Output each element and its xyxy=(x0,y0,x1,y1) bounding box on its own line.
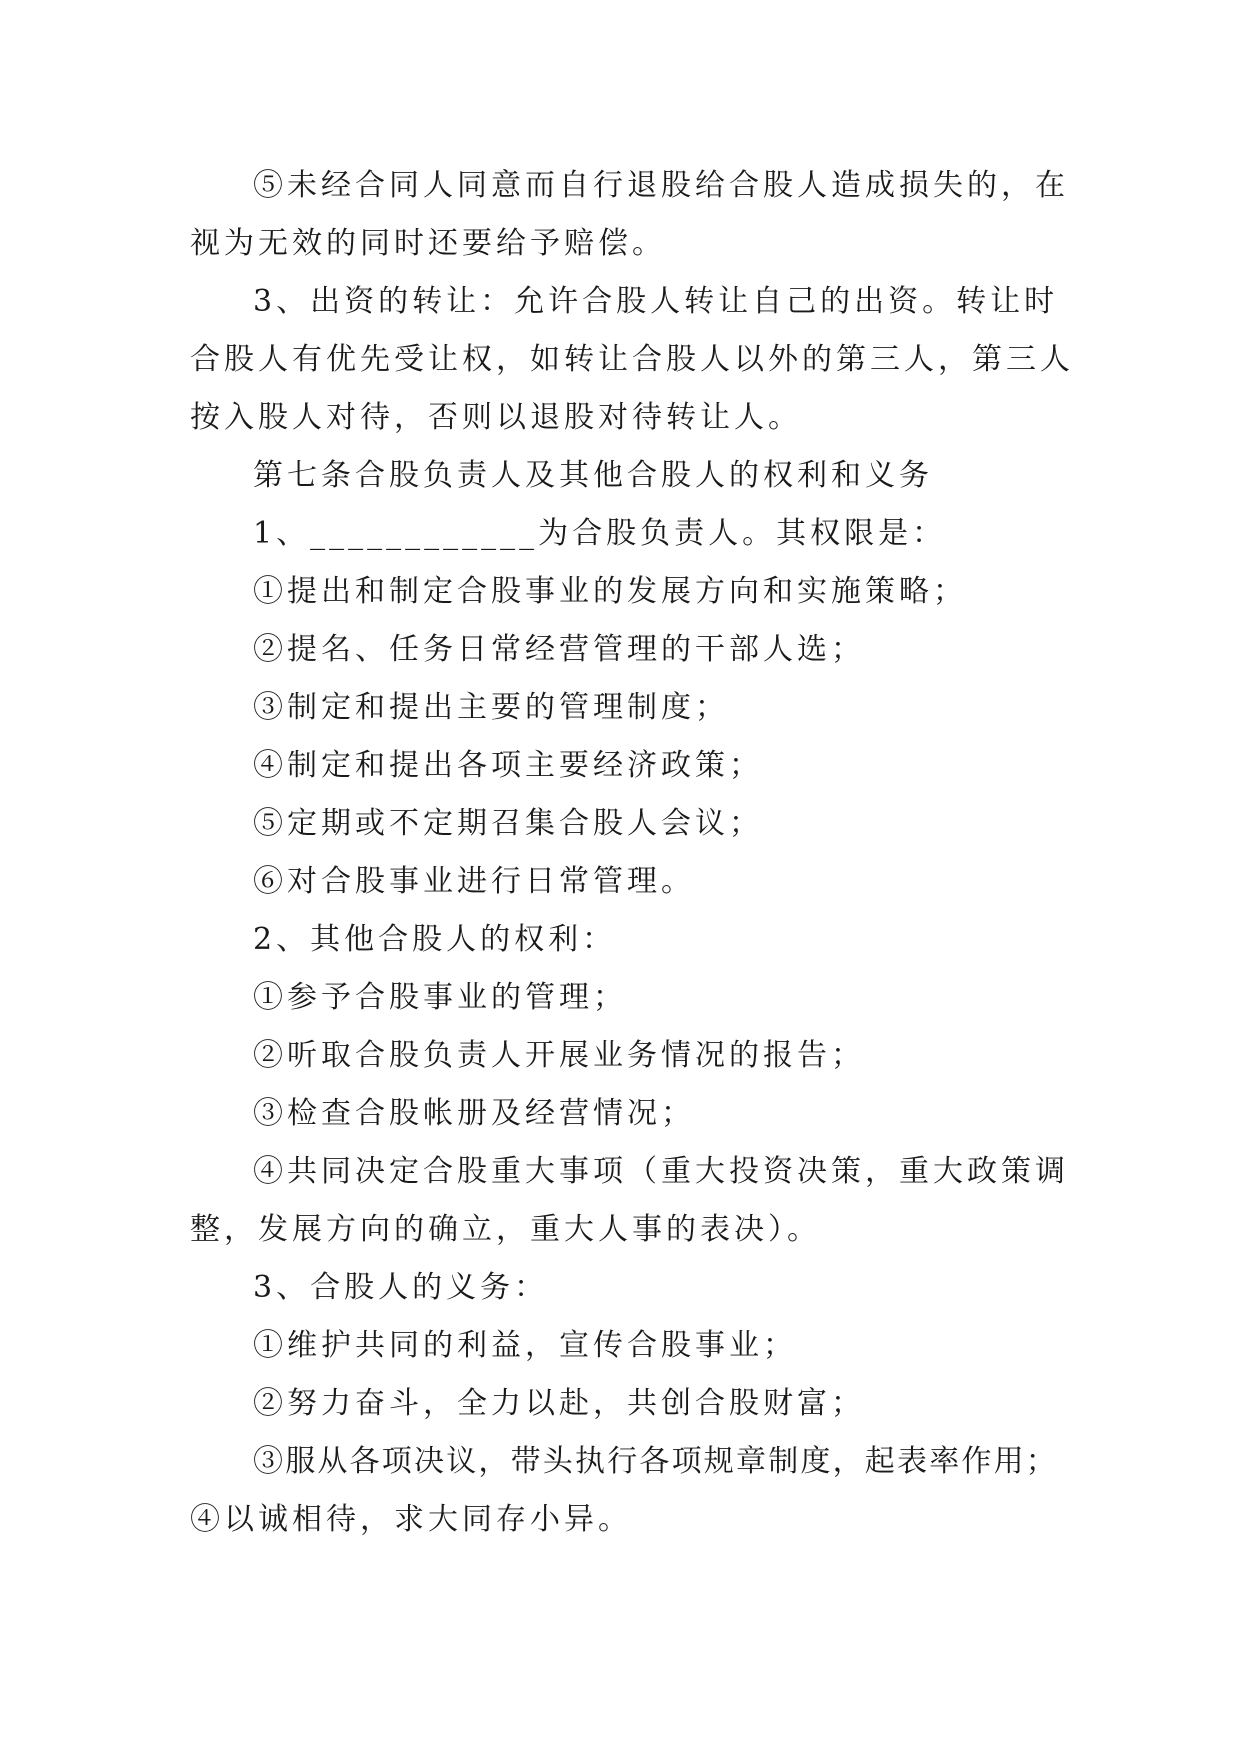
list-item: ②努力奋斗，全力以赴，共创合股财富； xyxy=(253,1386,865,1421)
list-item: ⑤定期或不定期召集合股人会议； xyxy=(253,806,763,841)
list-item: ④以诚相待，求大同存小异。 xyxy=(190,1502,632,1537)
list-item: ③检查合股帐册及经营情况； xyxy=(253,1096,695,1131)
list-item: ④共同决定合股重大事项（重大投资决策，重大政策调 xyxy=(253,1154,1069,1189)
list-item: ①参予合股事业的管理； xyxy=(253,980,627,1015)
list-item: ③制定和提出主要的管理制度； xyxy=(253,690,729,725)
paragraph-line: ⑤未经合同人同意而自行退股给合股人造成损失的，在 xyxy=(253,168,1069,203)
list-item: ④制定和提出各项主要经济政策； xyxy=(253,748,763,783)
list-item: ⑥对合股事业进行日常管理。 xyxy=(253,864,695,899)
paragraph-line: 1、____________为合股负责人。其权限是： xyxy=(253,516,947,551)
list-item: ②听取合股负责人开展业务情况的报告； xyxy=(253,1038,865,1073)
paragraph-line: 3、合股人的义务： xyxy=(253,1270,549,1305)
list-item: ①维护共同的利益，宣传合股事业； xyxy=(253,1328,797,1363)
paragraph-line: 2、其他合股人的权利： xyxy=(253,922,617,957)
list-item-continuation: 整，发展方向的确立，重大人事的表决）。 xyxy=(190,1212,821,1247)
list-item: ①提出和制定合股事业的发展方向和实施策略； xyxy=(253,574,967,609)
list-item: ②提名、任务日常经营管理的干部人选； xyxy=(253,632,865,667)
paragraph-line: 按入股人对待，否则以退股对待转让人。 xyxy=(190,400,802,435)
paragraph-line: 3、出资的转让：允许合股人转让自己的出资。转让时 xyxy=(253,284,1059,319)
paragraph-line: 合股人有优先受让权，如转让合股人以外的第三人，第三人 xyxy=(190,342,1074,377)
paragraph-line: 视为无效的同时还要给予赔偿。 xyxy=(190,226,666,261)
section-heading: 第七条合股负责人及其他合股人的权利和义务 xyxy=(253,458,933,493)
list-item: ③服从各项决议，带头执行各项规章制度，起表率作用； xyxy=(253,1444,1058,1479)
